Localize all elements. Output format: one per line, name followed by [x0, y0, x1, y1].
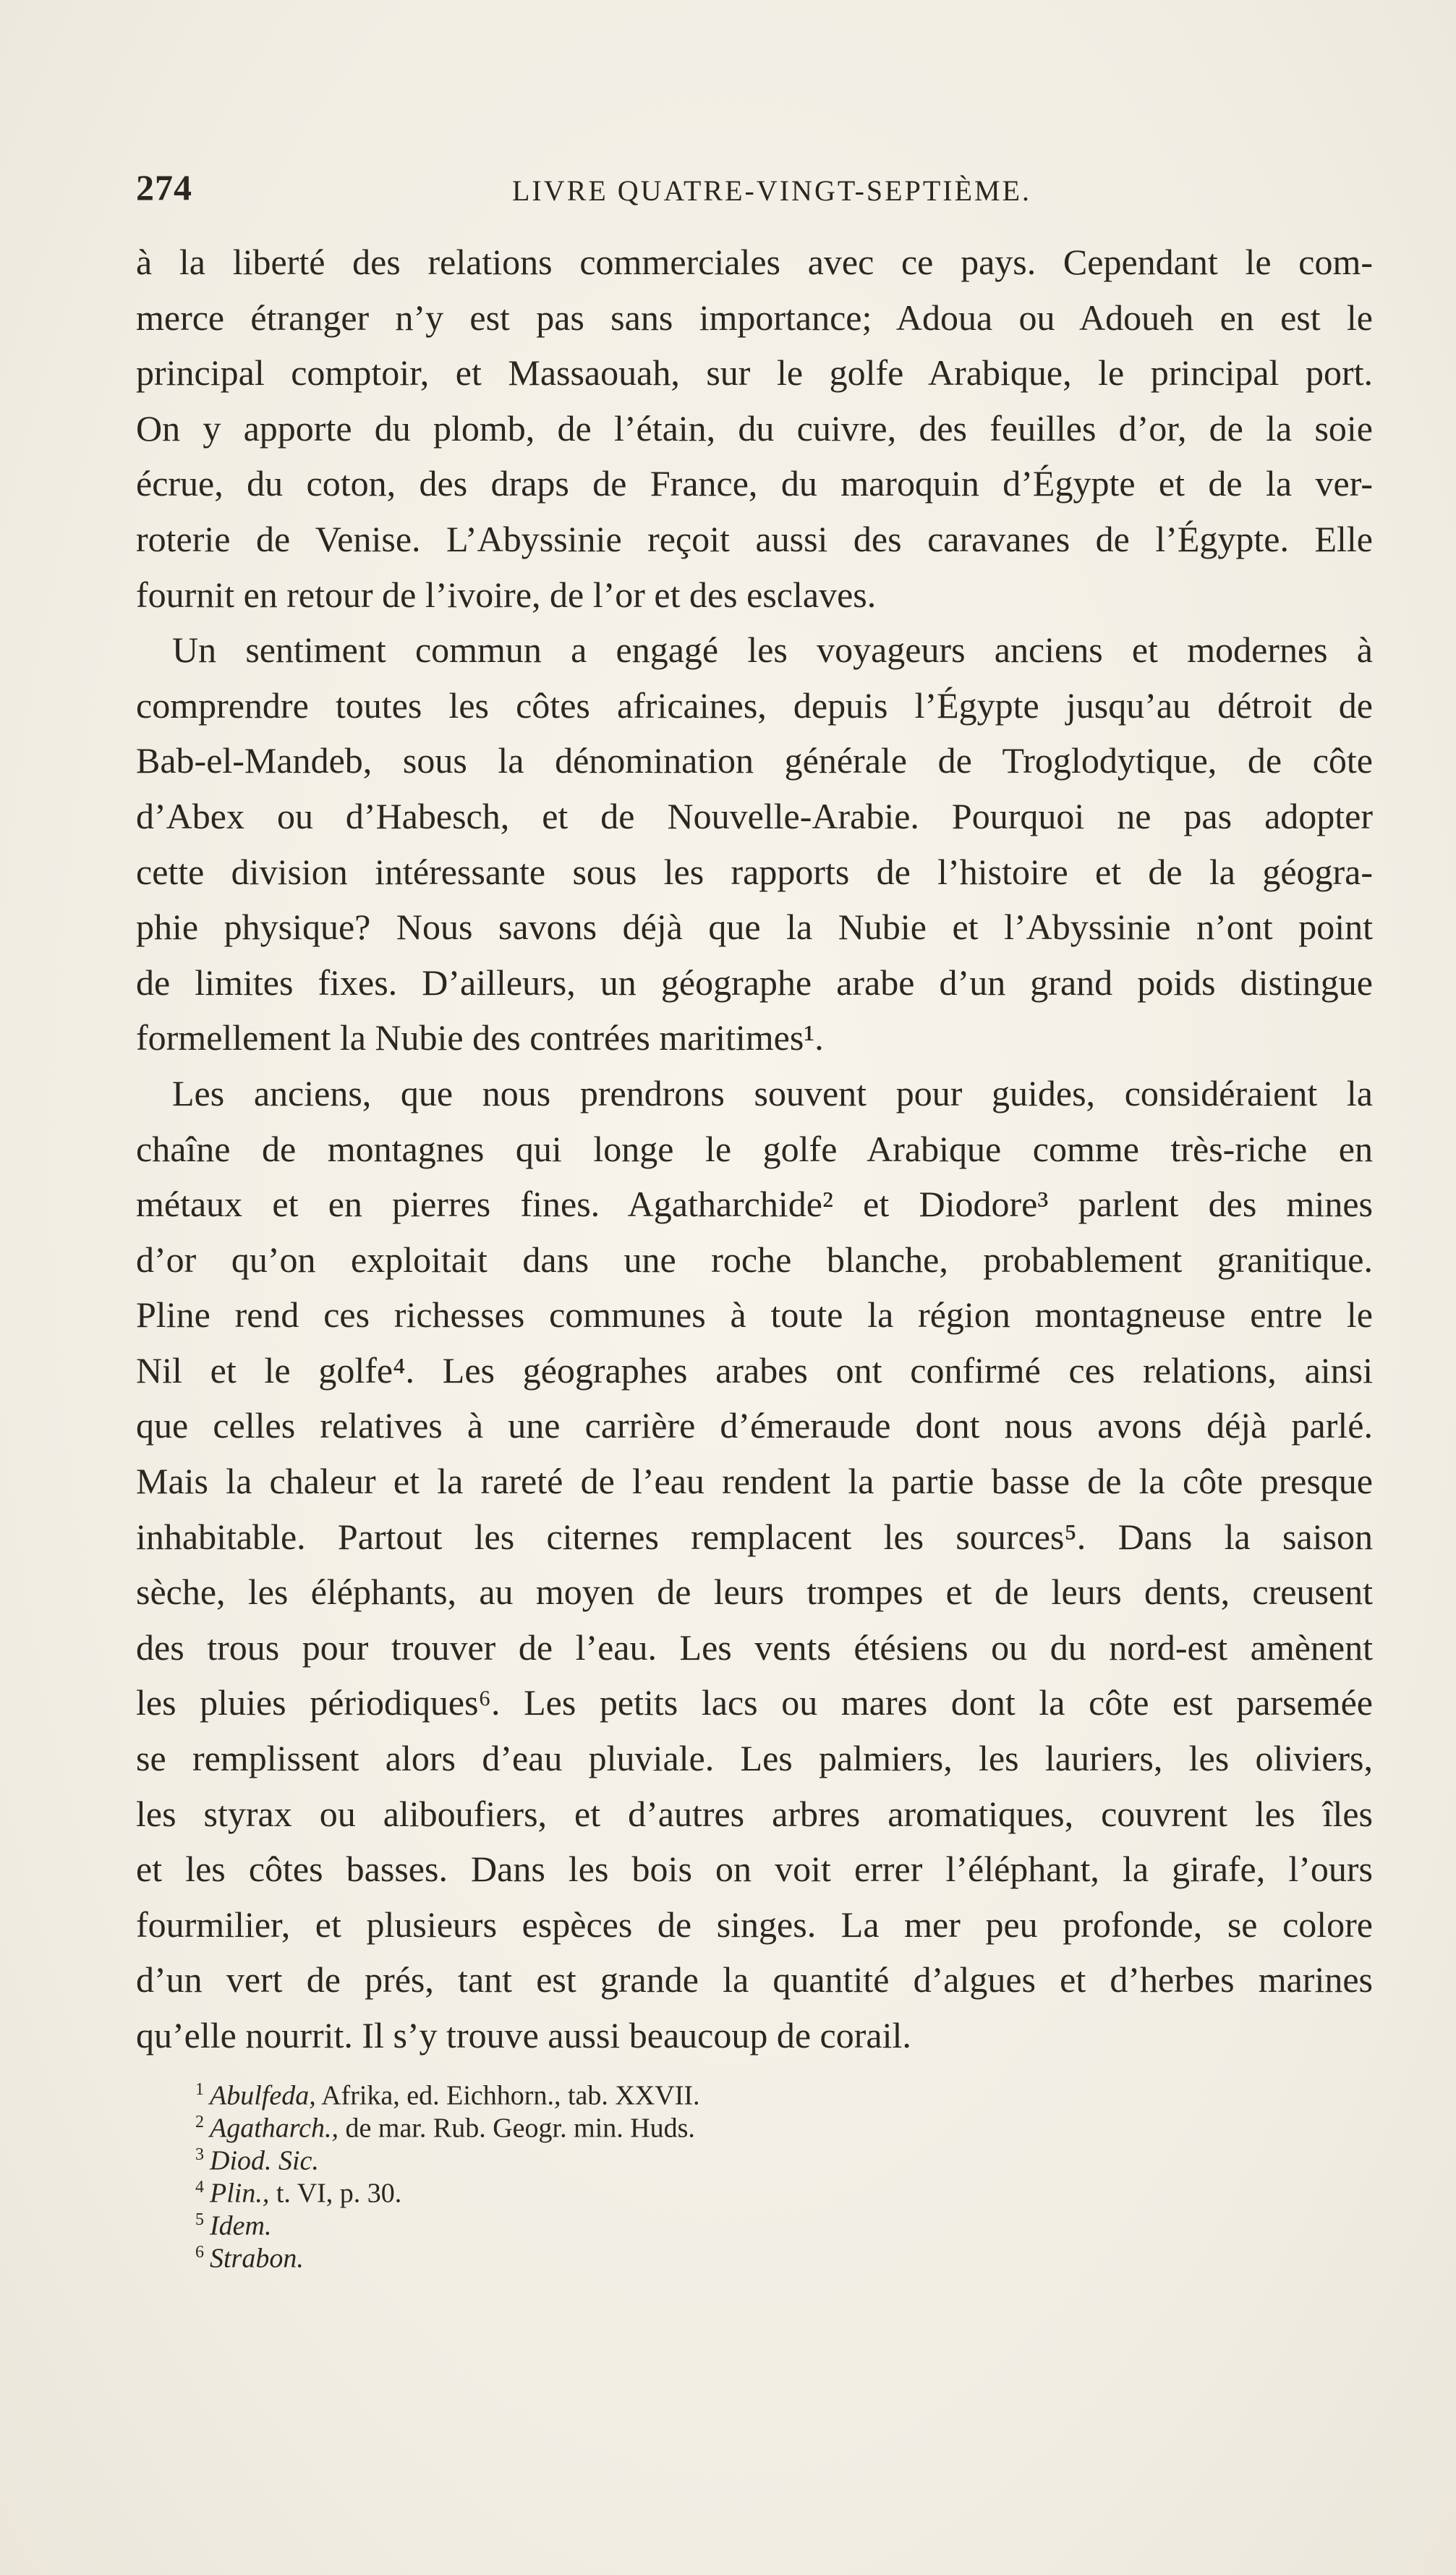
text-line: Bab-el-Mandeb, sous la dénomination générale de Troglodytique, de côte: [136, 740, 1373, 781]
footnote: [195, 2236, 1208, 2274]
text-line: fournit en retour de l’ivoire, de l’or et des esclaves.: [136, 574, 877, 615]
text-line: écrue, du coton, des draps de France, du maroquin d’Égypte et de la ver-: [136, 463, 1373, 504]
text-line: les pluies périodiques⁶. Les petits lacs ou mares dont la côte est parsemée: [136, 1682, 1373, 1723]
footnote-mark: 1: [195, 2080, 204, 2099]
text-line: fourmilier, et plusieurs espèces de singes. La mer peu profonde, se colore: [136, 1904, 1373, 1945]
text-line: Mais la chaleur et la rareté de l’eau rendent la partie basse de la côte presque: [136, 1461, 1373, 1502]
page-number: 274: [136, 167, 192, 208]
text-line: Nil et le golfe⁴. Les géographes arabes ont confirmé ces relations, ainsi: [136, 1349, 1373, 1391]
text-line: que celles relatives à une carrière d’émeraude dont nous avons déjà parlé.: [136, 1405, 1373, 1446]
text-line: de limites fixes. D’ailleurs, un géographe arabe d’un grand poids distingue: [136, 962, 1373, 1003]
text-line: se remplissent alors d’eau pluviale. Les palmiers, les lauriers, les oliviers,: [136, 1738, 1373, 1779]
footnote-source: Plin.,: [210, 2178, 270, 2209]
footnote-text: Afrika, ed. Eichhorn., tab. XXVII.: [315, 2080, 700, 2111]
text-line: qu’elle nourrit. Il s’y trouve aussi beaucoup de corail.: [136, 2015, 911, 2056]
text-line: d’or qu’on exploitait dans une roche blanche, probablement granitique.: [136, 1239, 1373, 1280]
footnote-source: Agatharch.,: [210, 2113, 339, 2144]
page-header: [136, 166, 1373, 217]
footnote: [195, 2106, 1208, 2144]
footnote-mark: 3: [195, 2145, 204, 2164]
text-line: phie physique? Nous savons déjà que la Nubie et l’Abyssinie n’ont point: [136, 907, 1373, 948]
text-line: comprendre toutes les côtes africaines, depuis l’Égypte jusqu’au détroit de: [136, 684, 1373, 726]
footnote-text: de mar. Rub. Geogr. min. Huds.: [339, 2113, 695, 2144]
running-head: LIVRE QUATRE-VINGT-SEPTIÈME.: [512, 174, 1032, 207]
text-line: inhabitable. Partout les citernes remplacent les sources⁵. Dans la saison: [136, 1516, 1373, 1557]
text-line: les styrax ou aliboufiers, et d’autres arbres aromatiques, couvrent les îles: [136, 1793, 1373, 1834]
text-line: métaux et en pierres fines. Agatharchide² et Diodore³ parlent des mines: [136, 1184, 1373, 1225]
text-line: et les côtes basses. Dans les bois on voit errer l’éléphant, la girafe, l’ours: [136, 1849, 1373, 1890]
footnote-source: Strabon.: [210, 2243, 304, 2274]
text-line: principal comptoir, et Massaouah, sur le golfe Arabique, le principal port.: [136, 352, 1373, 394]
footnotes: [195, 2074, 1208, 2274]
text-line: On y apporte du plomb, de l’étain, du cuivre, des feuilles d’or, de la soie: [136, 407, 1373, 449]
text-line: à la liberté des relations commerciales avec ce pays. Cependant le com-: [136, 242, 1373, 282]
footnote-mark: 2: [195, 2113, 204, 2131]
text-line: sèche, les éléphants, au moyen de leurs trompes et de leurs dents, creusent: [136, 1571, 1373, 1613]
text-line: Un sentiment commun a engagé les voyageurs anciens et modernes à: [172, 629, 1373, 671]
text-line: d’un vert de prés, tant est grande la quantité d’algues et d’herbes marines: [136, 1959, 1373, 2001]
footnote-text: t. VI, p. 30.: [269, 2178, 402, 2209]
text-line: d’Abex ou d’Habesch, et de Nouvelle-Arabie. Pourquoi ne pas adopter: [136, 795, 1373, 836]
footnote-mark: 6: [195, 2243, 204, 2262]
footnote-mark: 5: [195, 2210, 204, 2229]
text-line: Pline rend ces richesses communes à toute la région montagneuse entre le: [136, 1294, 1373, 1336]
text-line: des trous pour trouver de l’eau. Les vents étésiens ou du nord-est amènent: [136, 1626, 1373, 1668]
footnote-source: Abulfeda,: [210, 2080, 316, 2111]
text-line: cette division intéressante sous les rapports de l’histoire et de la géogra-: [136, 851, 1373, 892]
footnote-source: Diod. Sic.: [210, 2145, 319, 2176]
text-line: roterie de Venise. L’Abyssinie reçoit aussi des caravanes de l’Égypte. Elle: [136, 518, 1373, 559]
footnote-source: Idem.: [210, 2210, 272, 2241]
body-text: [136, 234, 1373, 2063]
footnote: [195, 2171, 1208, 2209]
text-line: formellement la Nubie des contrées maritimes¹.: [136, 1017, 824, 1059]
footnote-mark: 4: [195, 2178, 204, 2197]
text-line: merce étranger n’y est pas sans importance; Adoua ou Adoueh en est le: [136, 297, 1373, 338]
text-line: chaîne de montagnes qui longe le golfe Arabique comme très-riche en: [136, 1128, 1373, 1169]
text-line: Les anciens, que nous prendrons souvent pour guides, considéraient la: [172, 1072, 1373, 1113]
footnote: [195, 2074, 1208, 2111]
